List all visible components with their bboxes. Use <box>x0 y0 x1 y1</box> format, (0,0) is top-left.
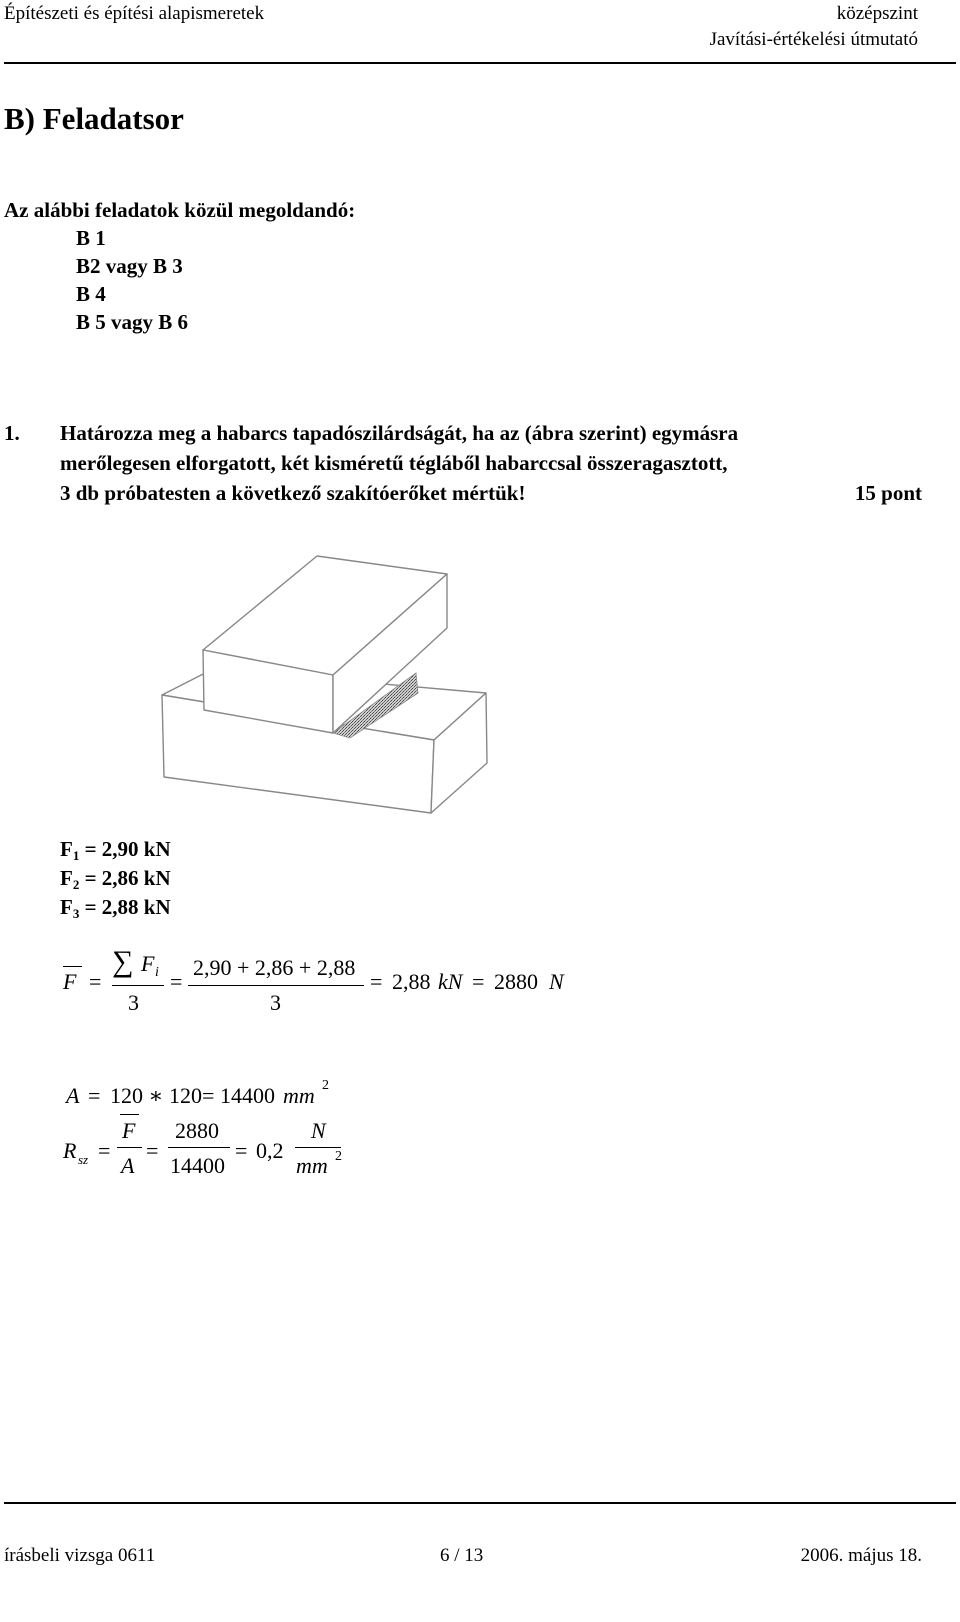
mean-lhs: F <box>63 969 77 994</box>
task-line: Határozza meg a habarcs tapadószilárdságát, ha az (ábra szerint) egymásra <box>60 421 739 445</box>
equals-sign: = <box>370 969 383 994</box>
task-points: 15 pont <box>854 481 922 505</box>
equals-sign: = <box>88 1083 101 1108</box>
equals-sign: = <box>98 1138 111 1163</box>
fraction-bar <box>188 985 364 986</box>
strength-unit-exponent: 2 <box>335 1149 342 1164</box>
force-value: $F_1 = 2,90$ kN <box>60 837 171 863</box>
intro-item: B 5 vagy B 6 <box>76 310 189 334</box>
sum-index: i <box>155 965 159 980</box>
area-unit: mm <box>283 1083 315 1108</box>
equals-sign: = <box>472 969 485 994</box>
fraction-bar <box>117 1147 142 1148</box>
mean-overbar <box>63 966 82 967</box>
sum-variable: F <box>141 951 155 976</box>
area-unit-exponent: 2 <box>322 1078 329 1093</box>
strength-result: 0,2 <box>256 1138 284 1163</box>
brick-specimen-figure <box>150 545 500 820</box>
equals-sign: = <box>235 1138 248 1163</box>
equals-sign: = <box>89 969 102 994</box>
task-line: 3 db próbatesten a következő szakítóerőket mértük! <box>60 481 526 505</box>
section-title: B) Feladatsor <box>4 101 184 136</box>
equals-sign: = <box>202 1083 215 1108</box>
fraction-bar <box>168 1147 230 1148</box>
area-result: 14400 <box>220 1083 275 1108</box>
strength-fraction-numerator: F <box>122 1118 136 1143</box>
header-right-level: középszint <box>836 3 918 24</box>
intro-text: Az alábbi feladatok közül megoldandó: <box>4 198 356 222</box>
mean-overbar <box>120 1114 139 1115</box>
header-right-guide: Javítási-értékelési útmutató <box>709 29 918 50</box>
equals-sign: = <box>146 1138 159 1163</box>
force-value: $F_2 = 2,86$ kN <box>60 866 171 892</box>
strength-numeric-numerator: 2880 <box>175 1118 219 1143</box>
intro-item: B2 vagy B 3 <box>76 254 183 278</box>
intro-item: B 4 <box>76 282 106 306</box>
fraction-bar <box>112 985 164 986</box>
footer-page-number: 6 / 13 <box>440 1545 484 1566</box>
sum-numerator: 2,90 + 2,86 + 2,88 <box>193 955 356 980</box>
area-expression: 120 ∗ 120 <box>110 1083 202 1108</box>
task-number: 1. <box>4 421 20 445</box>
fraction-denominator: 3 <box>270 990 281 1015</box>
sum-symbol: ∑ <box>112 945 134 978</box>
strength-fraction-denominator: A <box>121 1153 135 1178</box>
strength-numeric-denominator: 14400 <box>170 1153 225 1178</box>
footer-exam: írásbeli vizsga 0611 <box>4 1545 156 1566</box>
unit-kn: kN <box>438 969 463 994</box>
mean-result-kn: 2,88 <box>392 969 431 994</box>
strength-unit-denominator: mm <box>296 1153 328 1178</box>
equals-sign: = <box>170 969 183 994</box>
force-value: $F_3 = 2,88$ kN <box>60 895 171 921</box>
intro-item: B 1 <box>76 226 106 250</box>
header-rule <box>4 62 956 64</box>
fraction-denominator: 3 <box>128 990 139 1015</box>
area-lhs: A <box>66 1083 80 1108</box>
footer-date: 2006. május 18. <box>800 1545 922 1566</box>
strength-lhs: R <box>63 1138 77 1163</box>
strength-lhs-subscript: sz <box>78 1152 89 1167</box>
task-line: merőlegesen elforgatott, két kisméretű tégláből habarccsal összeragasztott, <box>60 451 728 475</box>
footer-rule <box>4 1502 956 1504</box>
header-left: Építészeti és építési alapismeretek <box>4 3 265 24</box>
unit-n: N <box>549 969 564 994</box>
mean-result-n: 2880 <box>494 969 538 994</box>
strength-unit-numerator: N <box>311 1118 326 1143</box>
